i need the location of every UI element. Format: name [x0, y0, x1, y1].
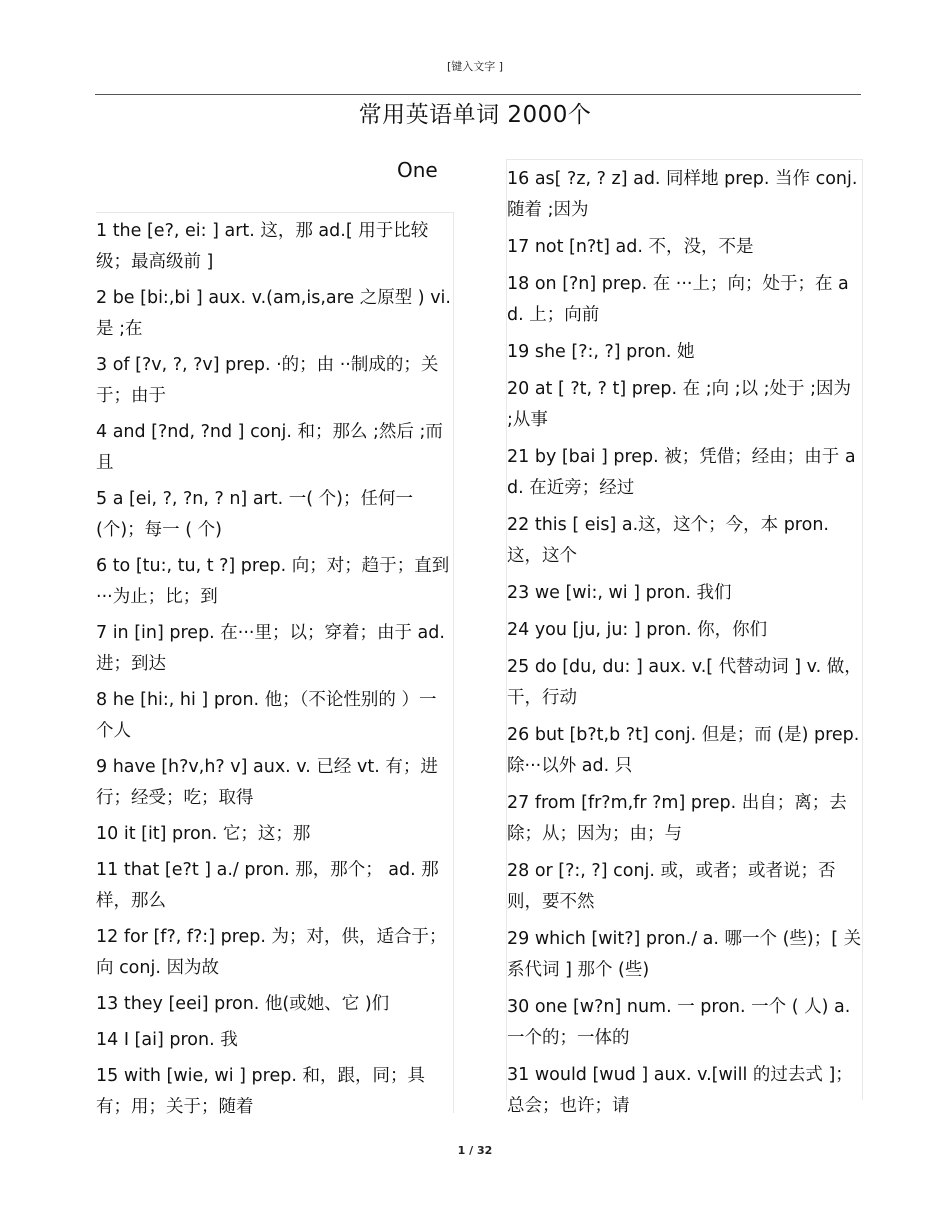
word-entry: 23 we [wi:, wi ] pron. 我们	[507, 583, 732, 603]
word-entry: 25 do [du, du: ] aux. v.[ 代替动词 ] v. 做，干，行动	[507, 657, 862, 708]
word-entry: 20 at [ ?t, ? t] prep. 在 ;向 ;以 ;处于 ;因为 ;从事	[507, 379, 852, 430]
word-entry: 21 by [bai ] prep. 被；凭借；经由；由于 ad. 在近旁；经过	[507, 447, 856, 498]
word-entry: 26 but [b?t,b ?t] conj. 但是；而 (是) prep. 除···以外 ad. 只	[507, 725, 860, 776]
word-entry: 13 they [eei] pron. 他(或她、它 )们	[96, 994, 390, 1014]
word-entry: 14 I [ai] pron. 我	[96, 1030, 238, 1050]
word-entry: 9 have [h?v,h? v] aux. v. 已经 vt. 有；进行；经受；吃；取得	[96, 757, 438, 808]
word-entry: 8 he [hi:, hi ] pron. 他；（不论性别的 ）一个人	[96, 690, 437, 741]
right-column	[506, 159, 863, 1116]
word-entry: 12 for [f?, f?:] prep. 为；对，供，适合于；向 conj. 因为故	[96, 927, 447, 978]
word-entry: 22 this [ eis] a.这，这个；今，本 pron. 这，这个	[507, 515, 829, 566]
page-header-text: [键入文字 ]	[446, 60, 504, 73]
word-entry: 30 one [w?n] num. 一 pron. 一个 ( 人) a.一个的；一体的	[507, 997, 851, 1048]
word-entry: 1 the [e?, ei: ] art. 这，那 ad.[ 用于比较级；最高级前 ]	[96, 221, 429, 272]
word-entry: 5 a [ei, ?, ?n, ? n] art. 一( 个)；任何一(个)；每一 ( 个)	[96, 489, 413, 540]
word-entry: 27 from [fr?m,fr ?m] prep. 出自；离；去除；从；因为；由；与	[507, 793, 847, 844]
word-entry: 10 it [it] pron. 它；这；那	[96, 824, 311, 844]
word-entry: 11 that [e?t ] a./ pron. 那，那个； ad. 那样，那么	[96, 860, 439, 911]
word-entry: 15 with [wie, wi ] prep. 和，跟，同；具有；用；关于；随着	[96, 1066, 425, 1117]
word-entry: 7 in [in] prep. 在···里；以；穿着；由于 ad. 进；到达	[96, 623, 445, 674]
word-entry: 3 of [?v, ?, ?v] prep. ·的；由 ··制成的；关于；由于	[96, 355, 439, 406]
document-title: 常用英语单词 2000个	[358, 102, 592, 128]
word-entry: 19 she [?:, ?] pron. 她	[507, 342, 695, 362]
word-entry: 2 be [bi:,bi ] aux. v.(am,is,are 之原型 ) vi. 是 ;在	[96, 288, 451, 339]
word-entry: 18 on [?n] prep. 在 ···上；向；处于；在 ad. 上；向前	[507, 274, 849, 325]
word-entry: 16 as[ ?z, ? z] ad. 同样地 prep. 当作 conj. 随着 ;因为	[507, 169, 858, 220]
page-number: 1 / 32	[457, 1144, 493, 1157]
word-entry: 28 or [?:, ?] conj. 或，或者；或者说；否则，要不然	[507, 861, 836, 912]
left-column	[96, 212, 454, 1117]
header-divider	[95, 94, 861, 95]
word-entry: 31 would [wud ] aux. v.[will 的过去式 ]；总会；也许；请	[507, 1065, 853, 1116]
section-label: One	[397, 158, 438, 182]
word-entry: 6 to [tu:, tu, t ?] prep. 向；对；趋于；直到 ···为止；比；到	[96, 556, 450, 607]
word-entry: 24 you [ju, ju: ] pron. 你，你们	[507, 620, 768, 640]
word-entry: 4 and [?nd, ?nd ] conj. 和；那么 ;然后 ;而且	[96, 422, 443, 473]
word-entry: 29 which [wit?] pron./ a. 哪一个 (些)；[ 关系代词 ] 那个 (些)	[507, 929, 862, 980]
word-entry: 17 not [n?t] ad. 不，没，不是	[507, 237, 754, 257]
